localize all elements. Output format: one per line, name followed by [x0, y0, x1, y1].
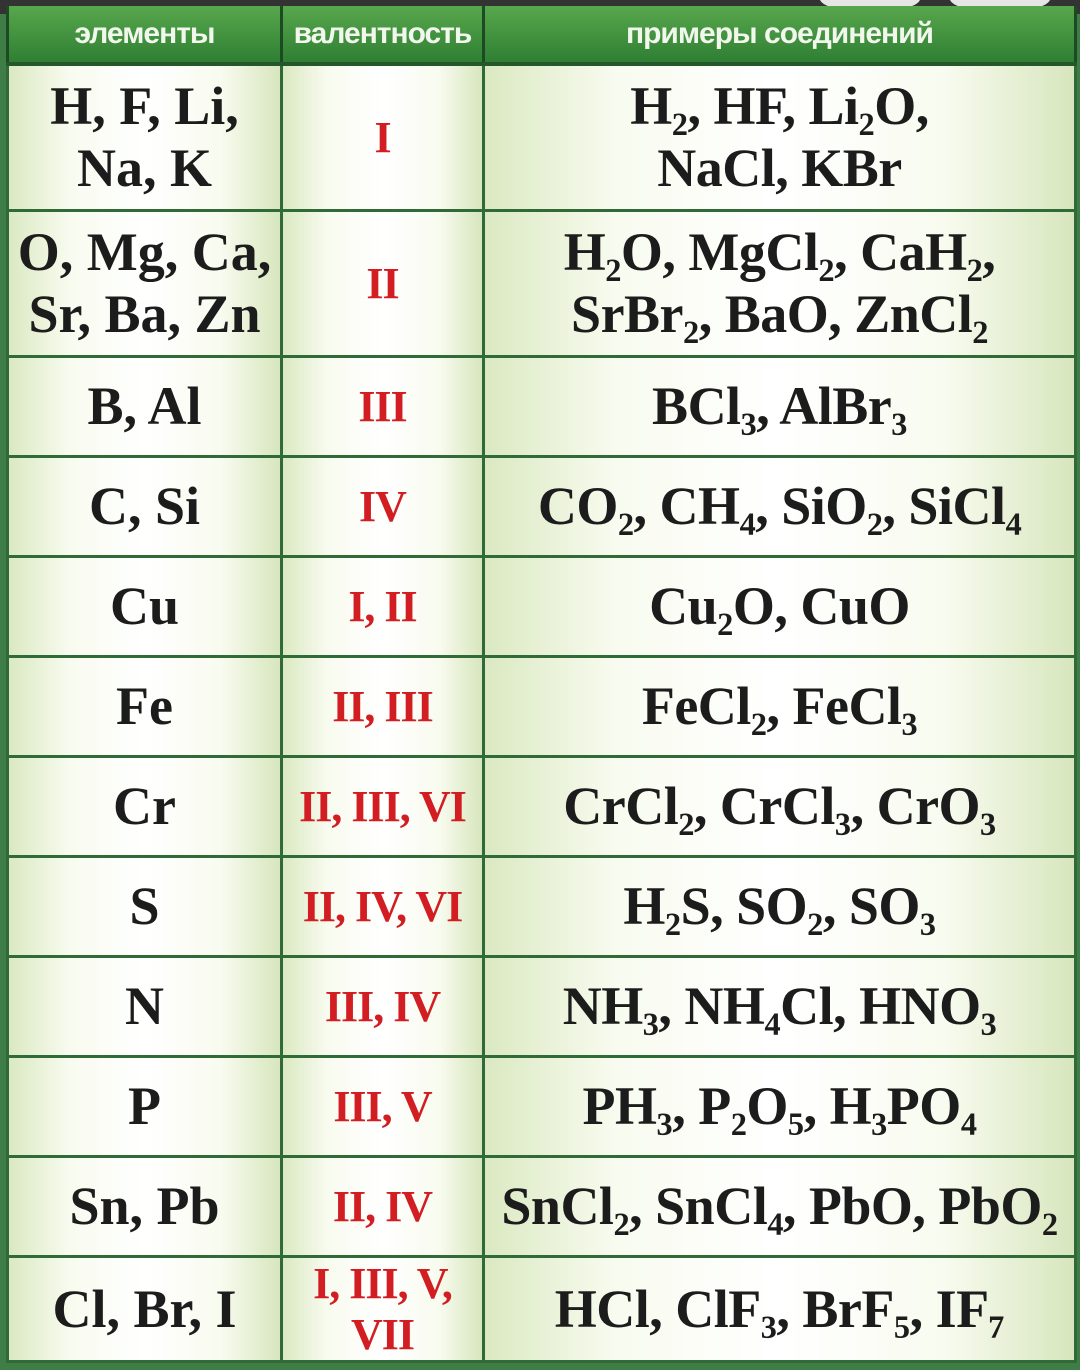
elements-cell	[8, 656, 282, 756]
compound-formulas: H₂, HF, Li₂O,	[630, 76, 929, 137]
compound-formulas: SrBr₂, BaO, ZnCl₂	[571, 284, 988, 344]
compound-formulas: NH₃, NH₄Cl, HNO₃	[562, 976, 997, 1036]
examples-cell	[484, 1156, 1076, 1256]
examples-cell	[484, 210, 1076, 356]
compound-formulas: H₂S, SO₂, SO₃	[623, 876, 936, 936]
valence-table	[6, 6, 1077, 1363]
examples-cell	[484, 556, 1076, 656]
examples-cell	[484, 64, 1076, 210]
elements-cell	[8, 356, 282, 456]
table-row	[8, 956, 1076, 1056]
table-row	[8, 1056, 1076, 1156]
examples-cell	[484, 456, 1076, 556]
compound-formulas: PH₃, P₂O₅, H₃PO₄	[582, 1076, 977, 1136]
compound-formulas: CrCl₂, CrCl₃, CrO₃	[563, 776, 996, 836]
compound-formulas: HCl, ClF₃, BrF₅, IF₇	[554, 1278, 1005, 1339]
elements-text: Cl, Br, I	[52, 1278, 237, 1339]
valence-cell: I, II	[282, 556, 484, 656]
examples-cell	[484, 756, 1076, 856]
valence-cell: III, V	[282, 1056, 484, 1156]
examples-cell	[484, 1256, 1076, 1361]
valence-cell: III	[282, 356, 484, 456]
table-row	[8, 456, 1076, 556]
table-row	[8, 64, 1076, 210]
elements-cell	[8, 456, 282, 556]
elements-text: Sn, Pb	[69, 1176, 220, 1236]
header-elements: элементы	[8, 6, 282, 64]
elements-cell	[8, 64, 282, 210]
compound-formulas: NaCl, KBr	[657, 138, 902, 199]
table-row	[8, 1256, 1076, 1361]
elements-text: P	[128, 1076, 161, 1136]
table-row	[8, 656, 1076, 756]
header-valence: валентность	[282, 6, 484, 64]
elements-text: O, Mg, Ca,	[17, 222, 272, 282]
table-header-row	[8, 6, 1076, 64]
table-row	[8, 210, 1076, 356]
table-row	[8, 756, 1076, 856]
elements-text: Sr, Ba, Zn	[28, 284, 261, 344]
elements-cell	[8, 756, 282, 856]
table-body	[8, 64, 1076, 1361]
examples-cell	[484, 356, 1076, 456]
valence-cell: II, IV	[282, 1156, 484, 1256]
compound-formulas: BCl₃, AlBr₃	[652, 376, 907, 436]
elements-cell	[8, 210, 282, 356]
elements-text: Fe	[116, 676, 173, 736]
examples-cell	[484, 956, 1076, 1056]
valence-cell: I, III, V, VII	[282, 1256, 484, 1361]
elements-cell	[8, 556, 282, 656]
compound-formulas: FeCl₂, FeCl₃	[641, 676, 918, 736]
examples-cell	[484, 656, 1076, 756]
elements-cell	[8, 1156, 282, 1256]
compound-formulas: Cu₂O, CuO	[649, 576, 910, 636]
elements-text: Cr	[113, 776, 176, 836]
elements-text: Na, K	[77, 138, 212, 199]
elements-text: S	[129, 876, 160, 936]
elements-text: H, F, Li,	[50, 76, 239, 137]
elements-cell	[8, 856, 282, 956]
elements-cell	[8, 1256, 282, 1361]
table-row	[8, 856, 1076, 956]
table-row	[8, 356, 1076, 456]
valence-cell: II, III, VI	[282, 756, 484, 856]
compound-formulas: H₂O, MgCl₂, CaH₂,	[563, 222, 996, 282]
compound-formulas: CO₂, CH₄, SiO₂, SiCl₄	[537, 476, 1022, 536]
valence-cell: IV	[282, 456, 484, 556]
table-row	[8, 1156, 1076, 1256]
header-examples: примеры соединений	[484, 6, 1076, 64]
elements-text: B, Al	[87, 376, 202, 436]
valence-cell: I	[282, 64, 484, 210]
elements-text: N	[125, 976, 164, 1036]
compound-formulas: SnCl₂, SnCl₄, PbO, PbO₂	[501, 1176, 1058, 1236]
elements-cell	[8, 956, 282, 1056]
valence-cell: II, IV, VI	[282, 856, 484, 956]
table-row	[8, 556, 1076, 656]
elements-text: Cu	[109, 576, 180, 636]
elements-text: C, Si	[88, 476, 201, 536]
examples-cell	[484, 856, 1076, 956]
examples-cell	[484, 1056, 1076, 1156]
valence-cell: III, IV	[282, 956, 484, 1056]
elements-cell	[8, 1056, 282, 1156]
valence-cell: II	[282, 210, 484, 356]
valence-cell: II, III	[282, 656, 484, 756]
